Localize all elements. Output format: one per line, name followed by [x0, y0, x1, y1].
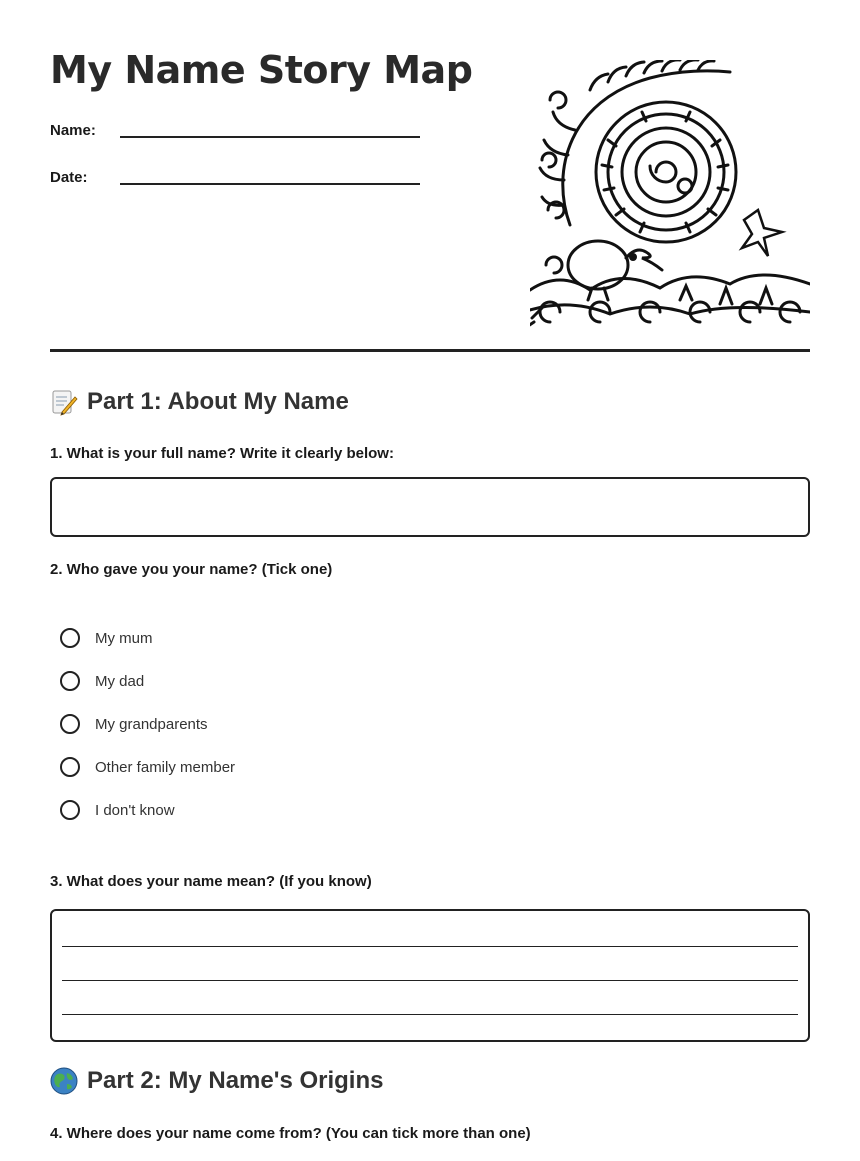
question-2: 2. Who gave you your name? (Tick one)	[50, 561, 333, 578]
option-other-family-member[interactable]	[60, 754, 235, 780]
date-label: Date:	[50, 169, 88, 186]
part2-heading-text: Part 2: My Name's Origins	[87, 1067, 384, 1094]
globe-icon	[50, 1067, 78, 1095]
page-title: My Name Story Map	[50, 48, 473, 92]
part1-heading-text: Part 1: About My Name	[87, 388, 349, 415]
radio-circle[interactable]	[60, 628, 80, 648]
full-name-answer-box[interactable]	[50, 477, 810, 537]
part2-heading	[50, 1067, 383, 1095]
writing-line	[62, 980, 798, 981]
option-label: My mum	[95, 629, 153, 647]
option-my-mum[interactable]	[60, 625, 153, 651]
question-4: 4. Where does your name come from? (You can tick more than one)	[50, 1125, 531, 1142]
koru-kiwi-illustration	[530, 60, 810, 332]
name-write-line[interactable]	[120, 136, 420, 138]
option-my-dad[interactable]	[60, 668, 144, 694]
memo-pencil-icon	[50, 388, 78, 416]
writing-line	[62, 946, 798, 947]
radio-circle[interactable]	[60, 714, 80, 734]
option-label: My dad	[95, 672, 145, 690]
radio-circle[interactable]	[60, 757, 80, 777]
option-i-dont-know[interactable]	[60, 797, 175, 823]
header-divider	[50, 349, 810, 352]
name-label: Name:	[50, 122, 96, 139]
date-write-line[interactable]	[120, 183, 420, 185]
name-field-row	[50, 122, 420, 152]
name-meaning-answer-box[interactable]	[50, 909, 810, 1042]
option-label: Other family member	[95, 758, 236, 776]
question-3: 3. What does your name mean? (If you know)	[50, 873, 372, 890]
part1-heading	[50, 388, 349, 416]
option-label: My grandparents	[95, 715, 208, 733]
radio-circle[interactable]	[60, 671, 80, 691]
option-label: I don't know	[95, 801, 175, 819]
option-my-grandparents[interactable]	[60, 711, 208, 737]
radio-circle[interactable]	[60, 800, 80, 820]
question-1: 1. What is your full name? Write it clearly below:	[50, 445, 394, 462]
date-field-row	[50, 169, 420, 199]
writing-line	[62, 1014, 798, 1015]
